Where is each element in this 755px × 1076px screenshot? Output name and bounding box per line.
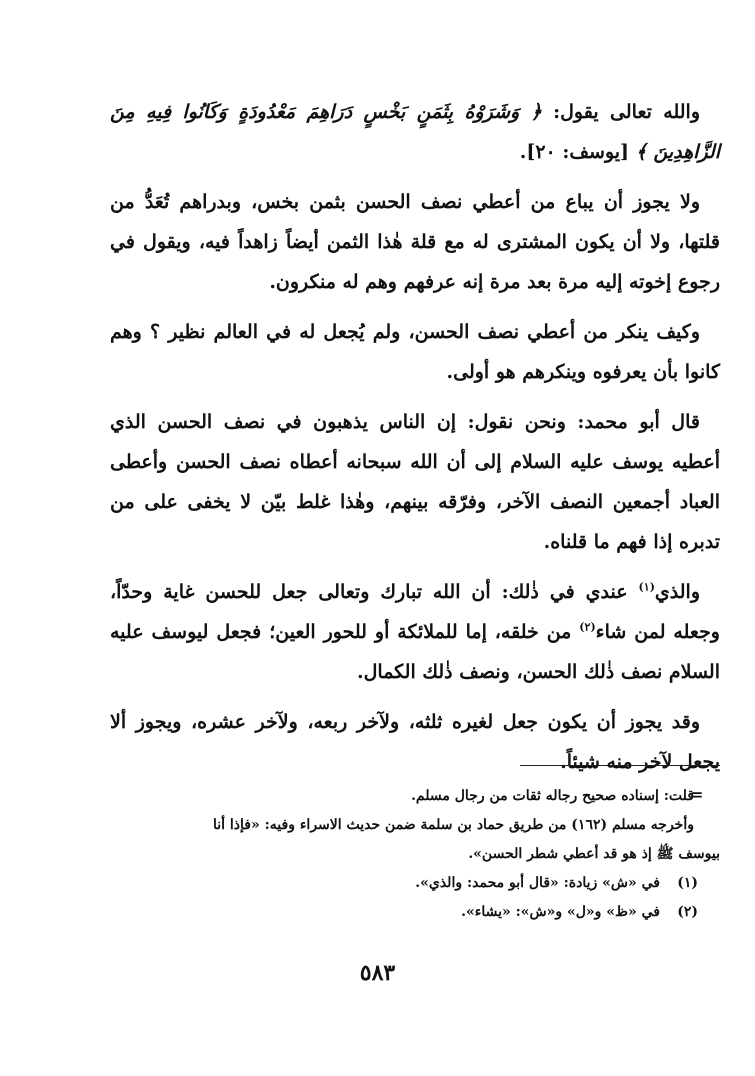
main-text — [110, 92, 720, 792]
footnote-1-text: في «ش» زيادة: «قال أبو محمد: والذي». — [415, 875, 660, 891]
footnote-1 — [110, 869, 720, 898]
paragraph-5 — [110, 572, 720, 692]
quran-quote: ﴿ وَشَرَوْهُ بِثَمَنٍ بَخْسٍ دَرَاهِمَ مَعْدُودَةٍ وَكَانُوا فِيهِ مِنَ الزَّاهِدِينَ ﴾ — [110, 101, 720, 163]
footnote-2-number: (٢) — [677, 904, 698, 920]
footnotes — [110, 782, 720, 927]
footnote-divider — [520, 765, 720, 766]
paragraph-6: وقد يجوز أن يكون جعل لغيره ثلثه، ولآخر ربعه، ولآخر عشره، ويجوز ألا يجعل لآخر منه شيئاً. — [110, 711, 720, 773]
footnote-continuation-line-2: وأخرجه مسلم (١٦٢) من طريق حماد بن سلمة ضمن حديث الاسراء وفيه: «فإذا أنا — [212, 817, 694, 833]
page-number: ٥٨٣ — [359, 960, 396, 986]
footnote-continuation-line-3: بيوسف ﷺ إذ هو قد أعطي شطر الحسن». — [468, 846, 720, 862]
footnote-continuation-line-1: قلت: إسناده صحيح رجاله ثقات من رجال مسلم. — [411, 788, 694, 804]
quran-reference: [يوسف: ٢٠]. — [519, 141, 636, 163]
paragraph-1 — [110, 92, 720, 172]
paragraph-5-part-3: من خلقه، إما للملائكة أو للحور العين؛ فجعل ليوسف عليه السلام نصف ذٰلك الحسن، ونصف ذٰلك الكمال. — [110, 621, 720, 683]
paragraph-1-lead: والله تعالى يقول: — [541, 101, 701, 123]
footnote-ref-2[interactable]: (٢) — [579, 620, 596, 634]
footnote-2-text: في «ظ» و«ل» و«ش»: «يشاء». — [461, 904, 660, 920]
paragraph-3: وكيف ينكر من أعطي نصف الحسن، ولم يُجعل له في العالم نظير ؟ وهم كانوا بأن يعرفوه وينكرهم هو أولى. — [110, 321, 720, 383]
paragraph-2: ولا يجوز أن يباع من أعطي نصف الحسن بثمن بخس، وبدراهم تُعَدُّ من قلتها، ولا أن يكون المشترى له مع قلة هٰذا الثمن أيضاً زاهداً فيه، ويقول في رجوع إخوته إليه مرة بعد مرة إنه عرفهم وهم له منكرون. — [110, 191, 720, 293]
paragraph-4: قال أبو محمد: ونحن نقول: إن الناس يذهبون في نصف الحسن الذي أعطيه يوسف عليه السلام إلى أن الله سبحانه أعطاه نصف الحسن وأعطى العباد أجمعين النصف الآخر، وفرّقه بينهم، وهٰذا غلط بيّن لا يخفى على من تدبره إذا فهم ما قلناه. — [110, 411, 720, 553]
footnote-2 — [110, 898, 720, 927]
paragraph-5-part-2: عندي في ذٰلك: أن الله تبارك وتعالى جعل للحسن غاية وحدّاً، وجعله لمن شاء — [110, 581, 720, 643]
continuation-mark: = — [690, 785, 704, 804]
footnote-1-number: (١) — [677, 875, 698, 891]
footnote-ref-1[interactable]: (١) — [638, 580, 655, 594]
paragraph-5-part-1: والذي — [654, 581, 700, 603]
